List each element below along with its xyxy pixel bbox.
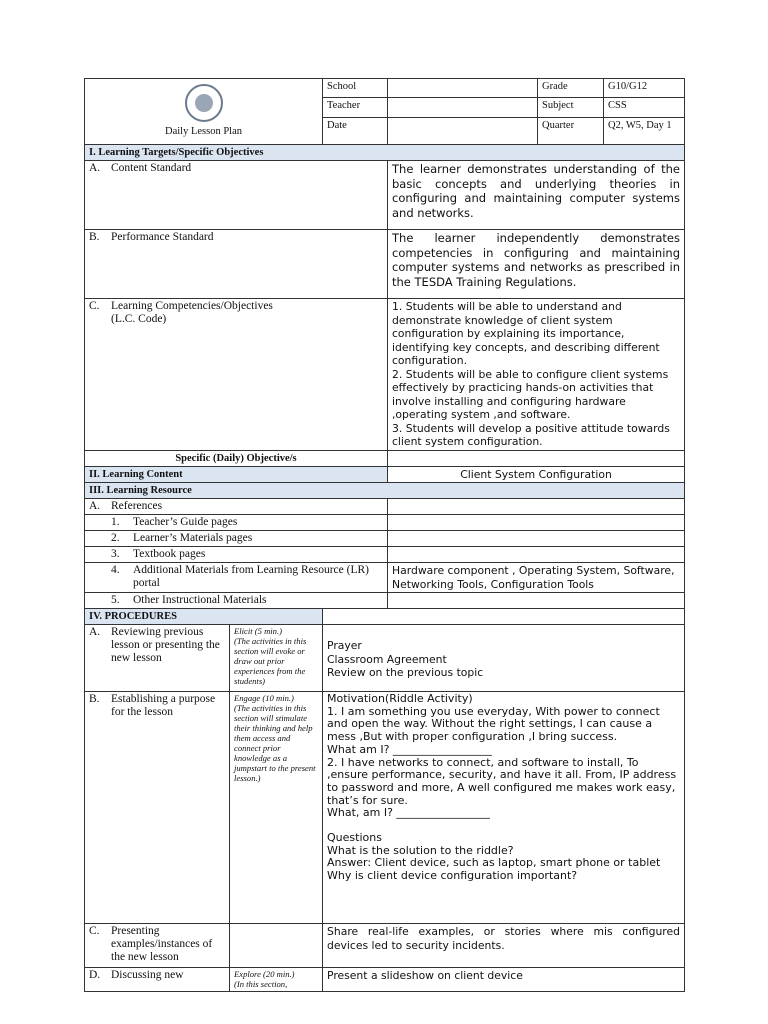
competency-line: 1. Students will be able to understand and demonstrate knowledge of client system configuration by explaining its importance, identifying key concepts, and describing different configuration. — [392, 300, 660, 367]
deped-seal-icon — [185, 84, 223, 122]
performance-standard-text: The learner independently demonstrates competencies in configuring and maintaining computer systems and networks as prescribed in the TESDA Training Regulations. — [388, 230, 685, 299]
procedure-b-title: Establishing a purpose for the lesson — [111, 693, 216, 718]
header-logo-cell — [85, 79, 323, 145]
reference-item: 1. Teacher’s Guide pages — [85, 515, 388, 531]
procedure-a-note: Elicit (5 min.) (The activities in this section will evoke or draw out prior experiences from the students) — [230, 625, 323, 692]
performance-standard-title: Performance Standard — [111, 231, 214, 243]
reference-item-value — [388, 515, 685, 531]
doc-title: Daily Lesson Plan — [165, 126, 242, 137]
section-4-heading: IV. PROCEDURES — [85, 609, 323, 625]
teacher-label: Teacher — [323, 98, 388, 118]
learning-content-value: Client System Configuration — [388, 466, 685, 483]
reference-item-value: Hardware component , Operating System, Software, Networking Tools, Configuration Tools — [388, 563, 685, 593]
procedure-d-note: Explore (20 min.) (In this section, — [230, 968, 323, 992]
procedure-a-label-cell: A. Reviewing previous lesson or presenting the new lesson — [85, 625, 230, 692]
procedure-c-label-cell: C. Presenting examples/instances of the new lesson — [85, 924, 230, 968]
competency-line: 3. Students will develop a positive attitude towards client system configuration. — [392, 421, 670, 448]
school-label: School — [323, 79, 388, 98]
specific-objectives-value — [388, 450, 685, 466]
procedure-b-label-cell: B. Establishing a purpose for the lesson — [85, 692, 230, 924]
subject-label: Subject — [538, 98, 604, 118]
section-1-heading: I. Learning Targets/Specific Objectives — [85, 145, 685, 161]
procedure-d-title: Discussing new — [111, 969, 184, 981]
teacher-value — [388, 98, 538, 118]
procedure-d-label-cell: D. Discussing new — [85, 968, 230, 992]
reference-item: 3. Textbook pages — [85, 547, 388, 563]
reference-item: 5. Other Instructional Materials — [85, 593, 388, 609]
reference-item-value — [388, 531, 685, 547]
procedure-a-content: Prayer Classroom Agreement Review on the previous topic — [323, 625, 685, 692]
competencies-code: (L.C. Code) — [111, 313, 167, 325]
date-value — [388, 118, 538, 145]
procedure-a-title: Reviewing previous lesson or presenting the new lesson — [111, 626, 220, 664]
procedure-c-title: Presenting examples/instances of the new lesson — [111, 925, 213, 963]
reference-item-value — [388, 547, 685, 563]
competency-line: 2. Students will be able to configure client systems effectively by practicing hands-on activities that involve installing and configuring hardware ,operating system ,and software. — [392, 367, 669, 421]
references-title: References — [111, 500, 163, 512]
date-label: Date — [323, 118, 388, 145]
competencies-label-cell: C. Learning Competencies/Objectives (L.C. Code) — [85, 299, 388, 451]
reference-item: 4. Additional Materials from Learning Resource (LR) portal — [85, 563, 388, 593]
content-standard-title: Content Standard — [111, 162, 192, 174]
section-4-heading-blank — [323, 609, 685, 625]
competencies-text — [388, 299, 685, 451]
section-2-heading: II. Learning Content — [85, 466, 388, 483]
grade-value: G10/G12 — [604, 79, 685, 98]
section-3-heading: III. Learning Resource — [85, 483, 685, 499]
school-value — [388, 79, 538, 98]
procedure-b-note: Engage (10 min.) (The activities in this section will stimulate their thinking and help them access and connect prior knowledge as a jumpstart to the present lesson.) — [230, 692, 323, 924]
performance-standard-label-cell: B. Performance Standard — [85, 230, 388, 299]
reference-item: 2. Learner’s Materials pages — [85, 531, 388, 547]
quarter-value: Q2, W5, Day 1 — [604, 118, 685, 145]
procedure-d-content: Present a slideshow on client device — [323, 968, 685, 992]
content-standard-text: The learner demonstrates understanding of the basic concepts and underlying theories in configuring and maintaining computer systems and networks. — [388, 161, 685, 230]
reference-item-value — [388, 593, 685, 609]
quarter-label: Quarter — [538, 118, 604, 145]
references-value — [388, 499, 685, 515]
grade-label: Grade — [538, 79, 604, 98]
procedure-c-note — [230, 924, 323, 968]
lesson-plan-table — [84, 78, 685, 992]
procedure-c-content: Share real-life examples, or stories where mis configured devices led to security incidents. — [323, 924, 685, 968]
references-label-cell: A. References — [85, 499, 388, 515]
content-standard-label-cell: A. Content Standard — [85, 161, 388, 230]
competencies-title: Learning Competencies/Objectives — [111, 300, 273, 312]
subject-value: CSS — [604, 98, 685, 118]
lesson-plan-page — [84, 78, 684, 992]
specific-objectives-label: Specific (Daily) Objective/s — [85, 450, 388, 466]
procedure-b-content: Motivation(Riddle Activity) 1. I am something you use everyday, With power to connect and open the way. Without the right settings, I can cause a mess ,But with proper configuration ,I bring success. What am I? __________________ 2. I have networks to connect, and software to install, To ,ensure performance, security, and have it all. From, IP address to password and more, A well configured me makes work easy, that’s for sure. What, am I? _________________ Questions What is the solution to the riddle? Answer: Client device, such as laptop, smart phone or tablet Why is client device configuration important? — [323, 692, 685, 924]
